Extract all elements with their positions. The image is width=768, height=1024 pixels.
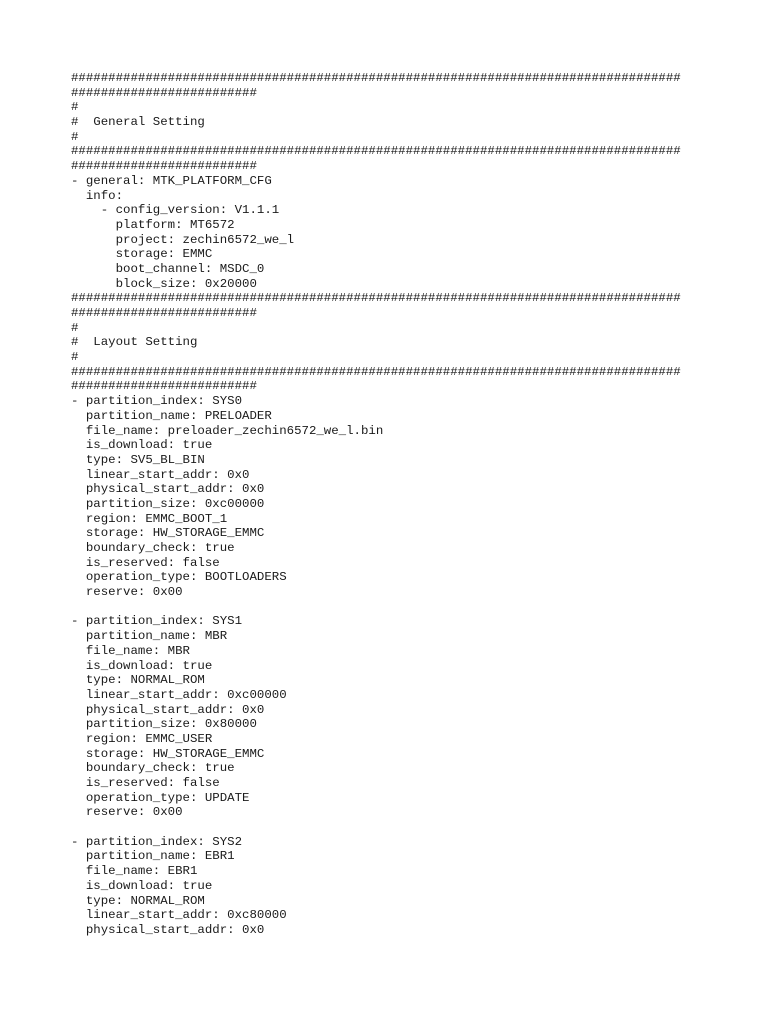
document-line: #########################	[71, 159, 257, 174]
document-line: operation_type: UPDATE	[71, 790, 250, 805]
document-line: - general: MTK_PLATFORM_CFG	[71, 173, 272, 188]
document-line: region: EMMC_USER	[71, 731, 213, 746]
document-line: boundary_check: true	[71, 761, 235, 776]
document-line: platform: MT6572	[71, 217, 235, 232]
document-line: - partition_index: SYS0	[71, 394, 243, 409]
document-line: storage: HW_STORAGE_EMMC	[71, 526, 265, 541]
document-line: type: NORMAL_ROM	[71, 893, 205, 908]
document-line: project: zechin6572_we_l	[71, 232, 295, 247]
document-line: partition_name: MBR	[71, 629, 228, 644]
document-line: #	[71, 129, 79, 144]
document-line: storage: HW_STORAGE_EMMC	[71, 746, 265, 761]
document-line: #########################	[71, 306, 257, 320]
document-line: boot_channel: MSDC_0	[71, 261, 265, 276]
document-line: partition_size: 0x80000	[71, 717, 257, 732]
document-line: is_download: true	[71, 878, 213, 893]
document-line: type: NORMAL_ROM	[71, 673, 205, 688]
document-line: partition_name: EBR1	[71, 849, 235, 864]
document-line: #########################	[71, 379, 257, 394]
document-line: is_download: true	[71, 658, 213, 673]
document-line: partition_size: 0xc00000	[71, 496, 265, 511]
document-line: type: SV5_BL_BIN	[71, 452, 205, 467]
document-line: ##################################################################################	[71, 71, 681, 85]
document-line: boundary_check: true	[71, 541, 235, 555]
document-line: #	[71, 100, 79, 115]
document-line: linear_start_addr: 0x0	[71, 467, 250, 482]
document-line: #########################	[71, 85, 257, 100]
document-line: ##################################################################################	[71, 364, 681, 379]
document-line: # Layout Setting	[71, 335, 198, 350]
document-line: operation_type: BOOTLOADERS	[71, 570, 287, 585]
document-line: reserve: 0x00	[71, 585, 183, 600]
document-line: reserve: 0x00	[71, 805, 183, 820]
document-line: - partition_index: SYS2	[71, 834, 243, 849]
document-line: ##################################################################################	[71, 144, 681, 159]
document-line: partition_name: PRELOADER	[71, 408, 272, 423]
document-line: ##################################################################################	[71, 291, 681, 306]
document-line	[71, 820, 731, 835]
document-line: linear_start_addr: 0xc80000	[71, 908, 287, 923]
document-line: #	[71, 320, 79, 335]
document-line	[71, 600, 731, 615]
document-line: linear_start_addr: 0xc00000	[71, 687, 287, 702]
document-line: - partition_index: SYS1	[71, 614, 243, 629]
document-line: info:	[71, 188, 124, 203]
document-line: physical_start_addr: 0x0	[71, 702, 265, 717]
document-line: is_reserved: false	[71, 776, 220, 790]
document-line: physical_start_addr: 0x0	[71, 922, 265, 937]
document-line: is_reserved: false	[71, 555, 220, 570]
document-line: file_name: MBR	[71, 643, 190, 658]
document-line: is_download: true	[71, 438, 213, 453]
document-line: file_name: preloader_zechin6572_we_l.bin	[71, 423, 384, 438]
document-line: block_size: 0x20000	[71, 276, 257, 291]
document-line: file_name: EBR1	[71, 864, 198, 879]
document-line: #	[71, 350, 79, 365]
document-line: physical_start_addr: 0x0	[71, 482, 265, 497]
config-document	[71, 71, 731, 938]
document-line: region: EMMC_BOOT_1	[71, 511, 228, 526]
document-line: - config_version: V1.1.1	[71, 203, 280, 218]
document-line: # General Setting	[71, 115, 205, 130]
document-line: storage: EMMC	[71, 247, 213, 262]
